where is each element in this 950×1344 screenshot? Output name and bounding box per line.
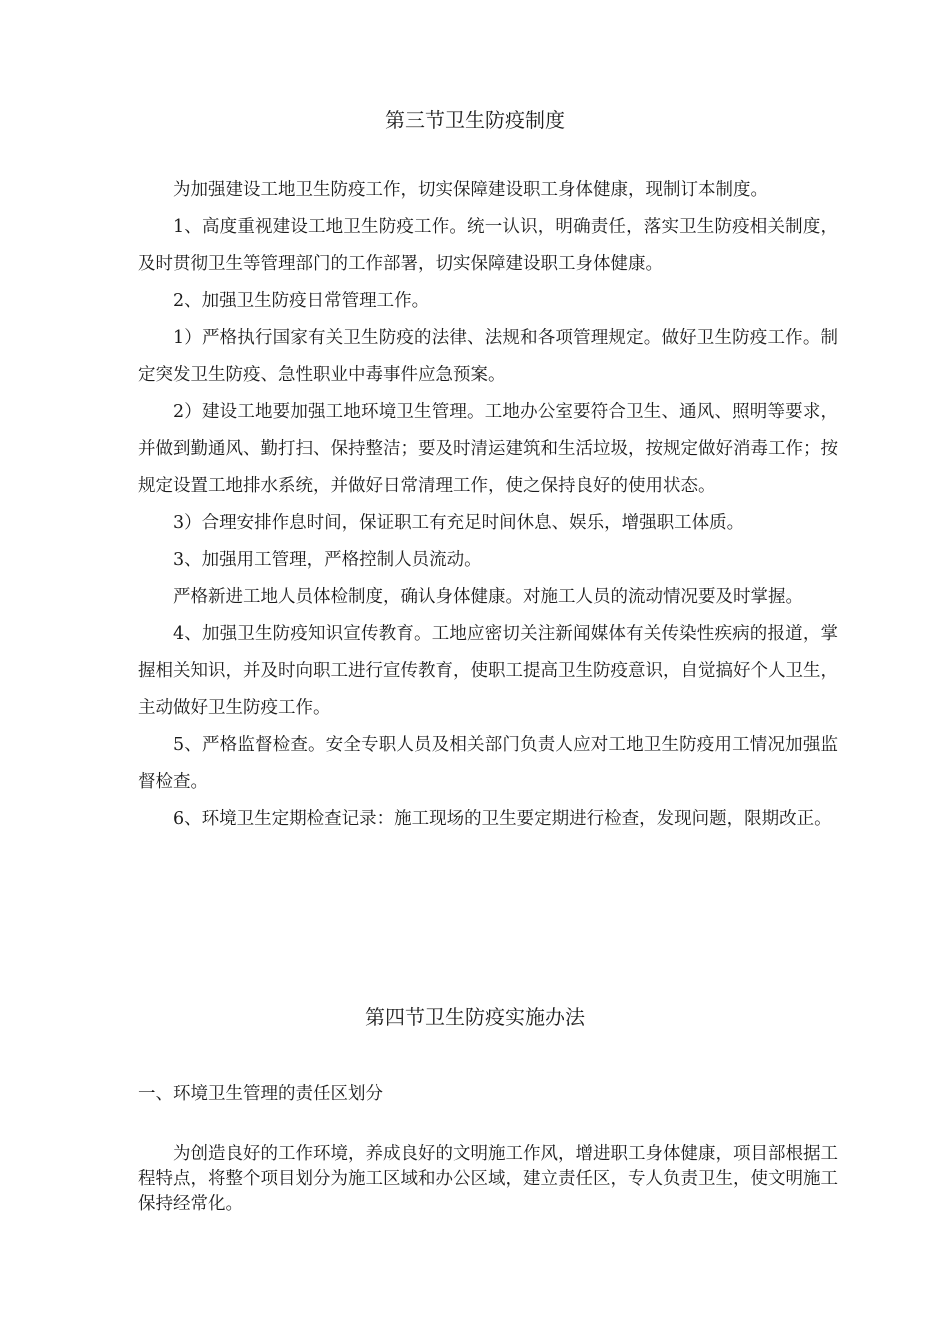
paragraph: 为加强建设工地卫生防疫工作，切实保障建设职工身体健康，现制订本制度。	[173, 180, 768, 200]
section-4-title: 第四节卫生防疫实施办法	[365, 1005, 585, 1029]
paragraph: 2、加强卫生防疫日常管理工作。	[173, 291, 430, 311]
paragraph: 3、加强用工管理，严格控制人员流动。	[173, 550, 482, 570]
paragraph: 1）严格执行国家有关卫生防疫的法律、法规和各项管理规定。做好卫生防疫工作。制定突发卫生防疫、急性职业中毒事件应急预案。	[138, 328, 838, 385]
section-3-body	[138, 172, 838, 838]
paragraph: 5、严格监督检查。安全专职人员及相关部门负责人应对工地卫生防疫用工情况加强监督检查。	[138, 735, 838, 792]
section-3-title: 第三节卫生防疫制度	[385, 108, 565, 132]
paragraph: 2）建设工地要加强工地环境卫生管理。工地办公室要符合卫生、通风、照明等要求，并做到勤通风、勤打扫、保持整洁；要及时清运建筑和生活垃圾，按规定做好消毒工作；按规定设置工地排水系统，并做好日常清理工作，使之保持良好的使用状态。	[138, 402, 838, 496]
paragraph: 严格新进工地人员体检制度，确认身体健康。对施工人员的流动情况要及时掌握。	[173, 587, 803, 607]
section-4-body	[138, 1142, 838, 1217]
section-4-subheading: 一、环境卫生管理的责任区划分	[138, 1084, 383, 1104]
paragraph: 6、环境卫生定期检查记录：施工现场的卫生要定期进行检查，发现问题，限期改正。	[173, 809, 832, 829]
paragraph: 4、加强卫生防疫知识宣传教育。工地应密切关注新闻媒体有关传染性疾病的报道，掌握相关知识，并及时向职工进行宣传教育，使职工提高卫生防疫意识，自觉搞好个人卫生，主动做好卫生防疫工作。	[138, 624, 838, 718]
paragraph: 1、高度重视建设工地卫生防疫工作。统一认识，明确责任，落实卫生防疫相关制度，及时贯彻卫生等管理部门的工作部署，切实保障建设职工身体健康。	[138, 217, 838, 274]
paragraph: 3）合理安排作息时间，保证职工有充足时间休息、娱乐，增强职工体质。	[173, 513, 745, 533]
paragraph: 为创造良好的工作环境，养成良好的文明施工作风，增进职工身体健康，项目部根据工程特点，将整个项目划分为施工区域和办公区域，建立责任区，专人负责卫生，使文明施工保持经常化。	[138, 1144, 838, 1214]
